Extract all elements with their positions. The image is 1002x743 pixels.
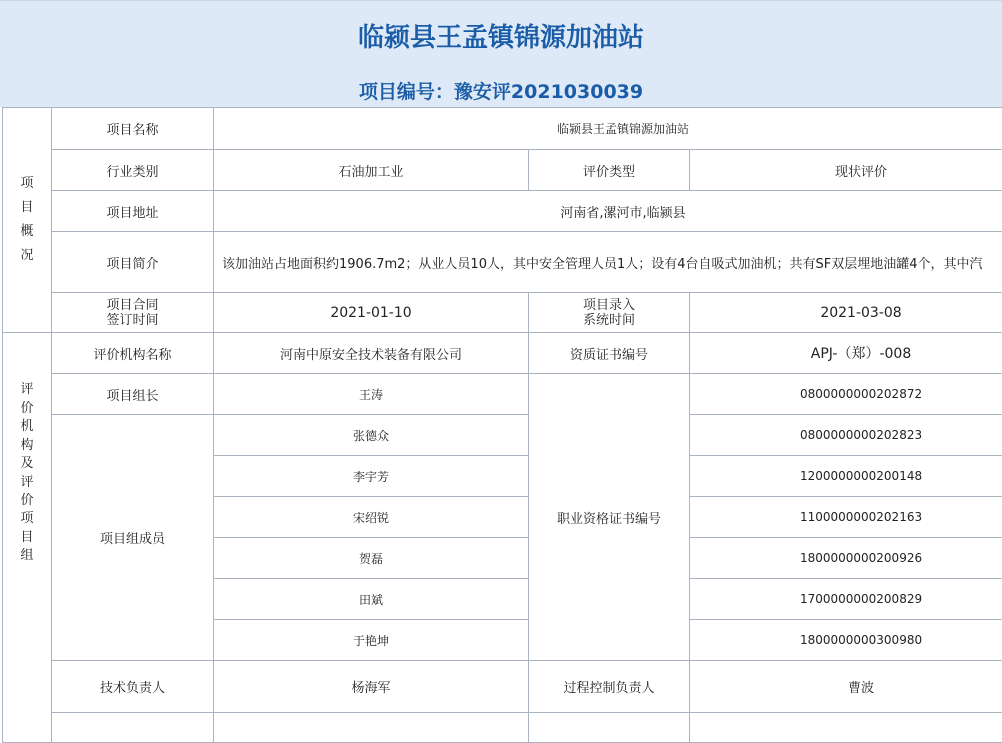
member-cert: 0800000000202823 (690, 415, 1002, 456)
cert-no-value: APJ-（郑）-008 (690, 333, 1002, 374)
member-name: 贺磊 (214, 538, 529, 579)
qual-cert-label: 职业资格证书编号 (529, 374, 690, 661)
contract-date-value: 2021-01-10 (214, 293, 529, 333)
member-cert: 1200000000200148 (690, 456, 1002, 497)
member-name: 于艳坤 (214, 620, 529, 661)
project-info-table (2, 107, 1002, 743)
project-number-value: 豫安评2021030039 (454, 81, 643, 103)
member-cert: 1700000000200829 (690, 579, 1002, 620)
cert-no-label: 资质证书编号 (529, 333, 690, 374)
org-name-label: 评价机构名称 (52, 333, 214, 374)
project-name-value: 临颍县王孟镇锦源加油站 (214, 108, 1002, 150)
member-name: 田斌 (214, 579, 529, 620)
industry-label: 行业类别 (52, 150, 214, 191)
member-name: 宋绍锐 (214, 497, 529, 538)
process-lead-label: 过程控制负责人 (529, 661, 690, 713)
empty-cell (529, 713, 690, 743)
leader-cert: 0800000000202872 (690, 374, 1002, 415)
member-name: 张德众 (214, 415, 529, 456)
industry-value: 石油加工业 (214, 150, 529, 191)
project-number-label: 项目编号： (359, 81, 454, 103)
row-industry (3, 150, 1002, 191)
empty-cell (214, 713, 529, 743)
project-name-label: 项目名称 (52, 108, 214, 150)
member-cert: 1800000000300980 (690, 620, 1002, 661)
empty-cell (52, 713, 214, 743)
page-header (0, 0, 1002, 107)
address-value: 河南省,漯河市,临颍县 (214, 191, 1002, 232)
row-org (3, 333, 1002, 374)
project-number (0, 77, 1002, 104)
table-row (3, 713, 1002, 743)
leader-name: 王涛 (214, 374, 529, 415)
row-dates (3, 293, 1002, 333)
row-intro (3, 232, 1002, 293)
row-address (3, 191, 1002, 232)
table-row (3, 415, 1002, 456)
intro-label: 项目简介 (52, 232, 214, 293)
address-label: 项目地址 (52, 191, 214, 232)
section-label-overview: 项 目 概 况 (3, 108, 52, 333)
eval-type-value: 现状评价 (690, 150, 1002, 191)
tech-lead-label: 技术负责人 (52, 661, 214, 713)
entry-date-value: 2021-03-08 (690, 293, 1002, 333)
row-project-name (3, 108, 1002, 150)
empty-cell (690, 713, 1002, 743)
table-row (3, 374, 1002, 415)
member-cert: 1800000000200926 (690, 538, 1002, 579)
intro-value: 该加油站占地面积约1906.7m2；从业人员10人，其中安全管理人员1人；设有4台自吸式加油机；共有SF双层埋地油罐4个，其中汽 (214, 232, 1002, 293)
member-cert: 1100000000202163 (690, 497, 1002, 538)
section-label-org: 评 价 机 构 及 评 价 项 目 组 (3, 333, 52, 743)
leader-label: 项目组长 (52, 374, 214, 415)
page-title: 临颍县王孟镇锦源加油站 (0, 17, 1002, 54)
tech-lead-value: 杨海军 (214, 661, 529, 713)
process-lead-value: 曹波 (690, 661, 1002, 713)
eval-type-label: 评价类型 (529, 150, 690, 191)
org-name-value: 河南中原安全技术装备有限公司 (214, 333, 529, 374)
member-name: 李宇芳 (214, 456, 529, 497)
contract-date-label: 项目合同 签订时间 (52, 293, 214, 333)
row-tech (3, 661, 1002, 713)
members-label: 项目组成员 (52, 415, 214, 661)
entry-date-label: 项目录入 系统时间 (529, 293, 690, 333)
